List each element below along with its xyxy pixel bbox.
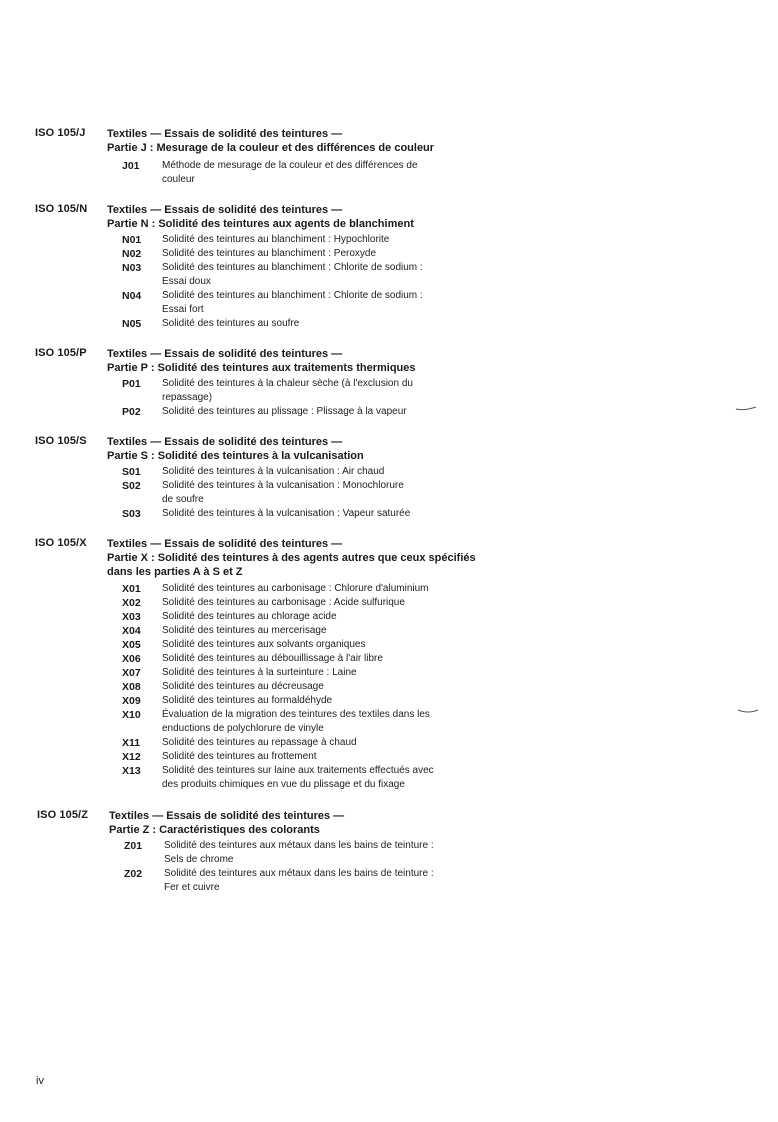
- item-code: X03: [122, 611, 141, 623]
- list-item: [0, 233, 778, 247]
- item-description: Solidité des teintures au blanchiment : Peroxyde: [162, 248, 377, 259]
- item-code: J01: [122, 160, 140, 172]
- item-description: Solidité des teintures à la vulcanisation : Vapeur saturée: [162, 508, 411, 519]
- section-part: Partie N : Solidité des teintures aux agents de blanchiment: [107, 218, 414, 230]
- list-item: [0, 624, 778, 638]
- item-list: [0, 159, 778, 187]
- section-id: ISO 105/J: [35, 127, 86, 139]
- item-description: Solidité des teintures au chlorage acide: [162, 611, 337, 622]
- item-code: N02: [122, 248, 142, 260]
- item-description: Solidité des teintures aux solvants organiques: [162, 639, 366, 650]
- section-part: Partie X : Solidité des teintures à des agents autres que ceux spécifiés dans les parties A à S et Z: [107, 552, 476, 578]
- list-item: [0, 159, 778, 187]
- item-code: X05: [122, 639, 141, 651]
- item-description: Solidité des teintures à la vulcanisation : Air chaud: [162, 466, 385, 477]
- list-item: [0, 247, 778, 261]
- list-item: [0, 261, 778, 289]
- item-code: N04: [122, 290, 142, 302]
- item-code: N05: [122, 318, 142, 330]
- list-item: [0, 680, 778, 694]
- list-item: [0, 465, 778, 479]
- list-item: [0, 694, 778, 708]
- section-title: Textiles — Essais de solidité des teintures —: [109, 810, 345, 822]
- list-item: [0, 610, 778, 624]
- list-item: [0, 507, 778, 521]
- section-part: Partie J : Mesurage de la couleur et des différences de couleur: [107, 142, 435, 154]
- list-item: [0, 289, 778, 317]
- item-list: [0, 465, 778, 521]
- item-code: P01: [122, 378, 141, 390]
- section-title: Textiles — Essais de solidité des teintures —: [107, 204, 343, 216]
- item-description: Solidité des teintures au blanchiment : Hypochlorite: [162, 234, 390, 245]
- item-description: Solidité des teintures au débouillissage à l'air libre: [162, 653, 383, 664]
- item-code: P02: [122, 406, 141, 418]
- section-title: Textiles — Essais de solidité des teintures —: [107, 436, 343, 448]
- item-code: X06: [122, 653, 141, 665]
- list-item: [0, 582, 778, 596]
- item-code: X01: [122, 583, 141, 595]
- item-description: Solidité des teintures au décreusage: [162, 681, 324, 692]
- list-item: [0, 652, 778, 666]
- item-code: X02: [122, 597, 141, 609]
- list-item: [0, 479, 778, 507]
- item-code: X09: [122, 695, 141, 707]
- section-title: Textiles — Essais de solidité des teintures —: [107, 128, 343, 140]
- list-item: [0, 708, 778, 736]
- item-description: Solidité des teintures sur laine aux traitements effectués avec des produits chimiques en vue du plissage et du fixage: [162, 765, 434, 790]
- section-id: ISO 105/P: [35, 347, 87, 359]
- list-item: [0, 638, 778, 652]
- item-code: X11: [122, 737, 141, 749]
- item-code: X12: [122, 751, 141, 763]
- list-item: [0, 736, 778, 750]
- section-id: ISO 105/Z: [37, 809, 89, 821]
- item-description: Solidité des teintures au mercerisage: [162, 625, 327, 636]
- section-id: ISO 105/S: [35, 435, 87, 447]
- item-code: S01: [122, 466, 141, 478]
- item-description: Solidité des teintures au plissage : Plissage à la vapeur: [162, 406, 407, 417]
- item-list: [0, 839, 778, 895]
- list-item: [0, 867, 778, 895]
- item-code: Z01: [124, 840, 143, 852]
- item-description: Solidité des teintures aux métaux dans les bains de teinture : Fer et cuivre: [164, 868, 434, 893]
- list-item: [0, 377, 778, 405]
- item-description: Solidité des teintures au repassage à chaud: [162, 737, 357, 748]
- section-part: Partie S : Solidité des teintures à la vulcanisation: [107, 450, 364, 462]
- list-item: [0, 666, 778, 680]
- section-id: ISO 105/N: [35, 203, 88, 215]
- item-code: X04: [122, 625, 141, 637]
- section-title: Textiles — Essais de solidité des teintures —: [107, 538, 343, 550]
- list-item: [0, 317, 778, 331]
- list-item: [0, 839, 778, 867]
- item-description: Méthode de mesurage de la couleur et des différences de couleur: [162, 160, 418, 185]
- item-code: X07: [122, 667, 141, 679]
- list-item: [0, 596, 778, 610]
- item-description: Solidité des teintures à la surteinture : Laine: [162, 667, 357, 678]
- item-description: Solidité des teintures au soufre: [162, 318, 300, 329]
- item-list: [0, 377, 778, 419]
- item-description: Solidité des teintures au blanchiment : Chlorite de sodium : Essai fort: [162, 290, 423, 315]
- item-code: N01: [122, 234, 142, 246]
- item-description: Solidité des teintures au frottement: [162, 751, 317, 762]
- section-part: Partie P : Solidité des teintures aux traitements thermiques: [107, 362, 416, 374]
- list-item: [0, 764, 778, 792]
- page-number: iv: [36, 1075, 44, 1087]
- item-code: X10: [122, 709, 141, 721]
- list-item: [0, 405, 778, 419]
- item-code: X08: [122, 681, 141, 693]
- section-title: Textiles — Essais de solidité des teintures —: [107, 348, 343, 360]
- item-list: [0, 233, 778, 331]
- item-description: Solidité des teintures au carbonisage : Acide sulfurique: [162, 597, 405, 608]
- item-code: Z02: [124, 868, 143, 880]
- section-part: Partie Z : Caractéristiques des colorants: [109, 824, 320, 836]
- item-description: Évaluation de la migration des teintures des textiles dans les enductions de polychlorure de vinyle: [162, 709, 430, 734]
- section-id: ISO 105/X: [35, 537, 87, 549]
- item-code: N03: [122, 262, 142, 274]
- item-description: Solidité des teintures à la chaleur sèche (à l'exclusion du repassage): [162, 378, 413, 403]
- item-code: X13: [122, 765, 141, 777]
- item-code: S02: [122, 480, 141, 492]
- item-list: [0, 582, 778, 792]
- item-description: Solidité des teintures à la vulcanisation : Monochlorure de soufre: [162, 480, 404, 505]
- scan-mark: [736, 700, 760, 716]
- item-description: Solidité des teintures aux métaux dans les bains de teinture : Sels de chrome: [164, 840, 434, 865]
- list-item: [0, 750, 778, 764]
- item-description: Solidité des teintures au blanchiment : Chlorite de sodium : Essai doux: [162, 262, 423, 287]
- scan-mark: [734, 403, 758, 413]
- item-code: S03: [122, 508, 141, 520]
- item-description: Solidité des teintures au formaldéhyde: [162, 695, 333, 706]
- item-description: Solidité des teintures au carbonisage : Chlorure d'aluminium: [162, 583, 429, 594]
